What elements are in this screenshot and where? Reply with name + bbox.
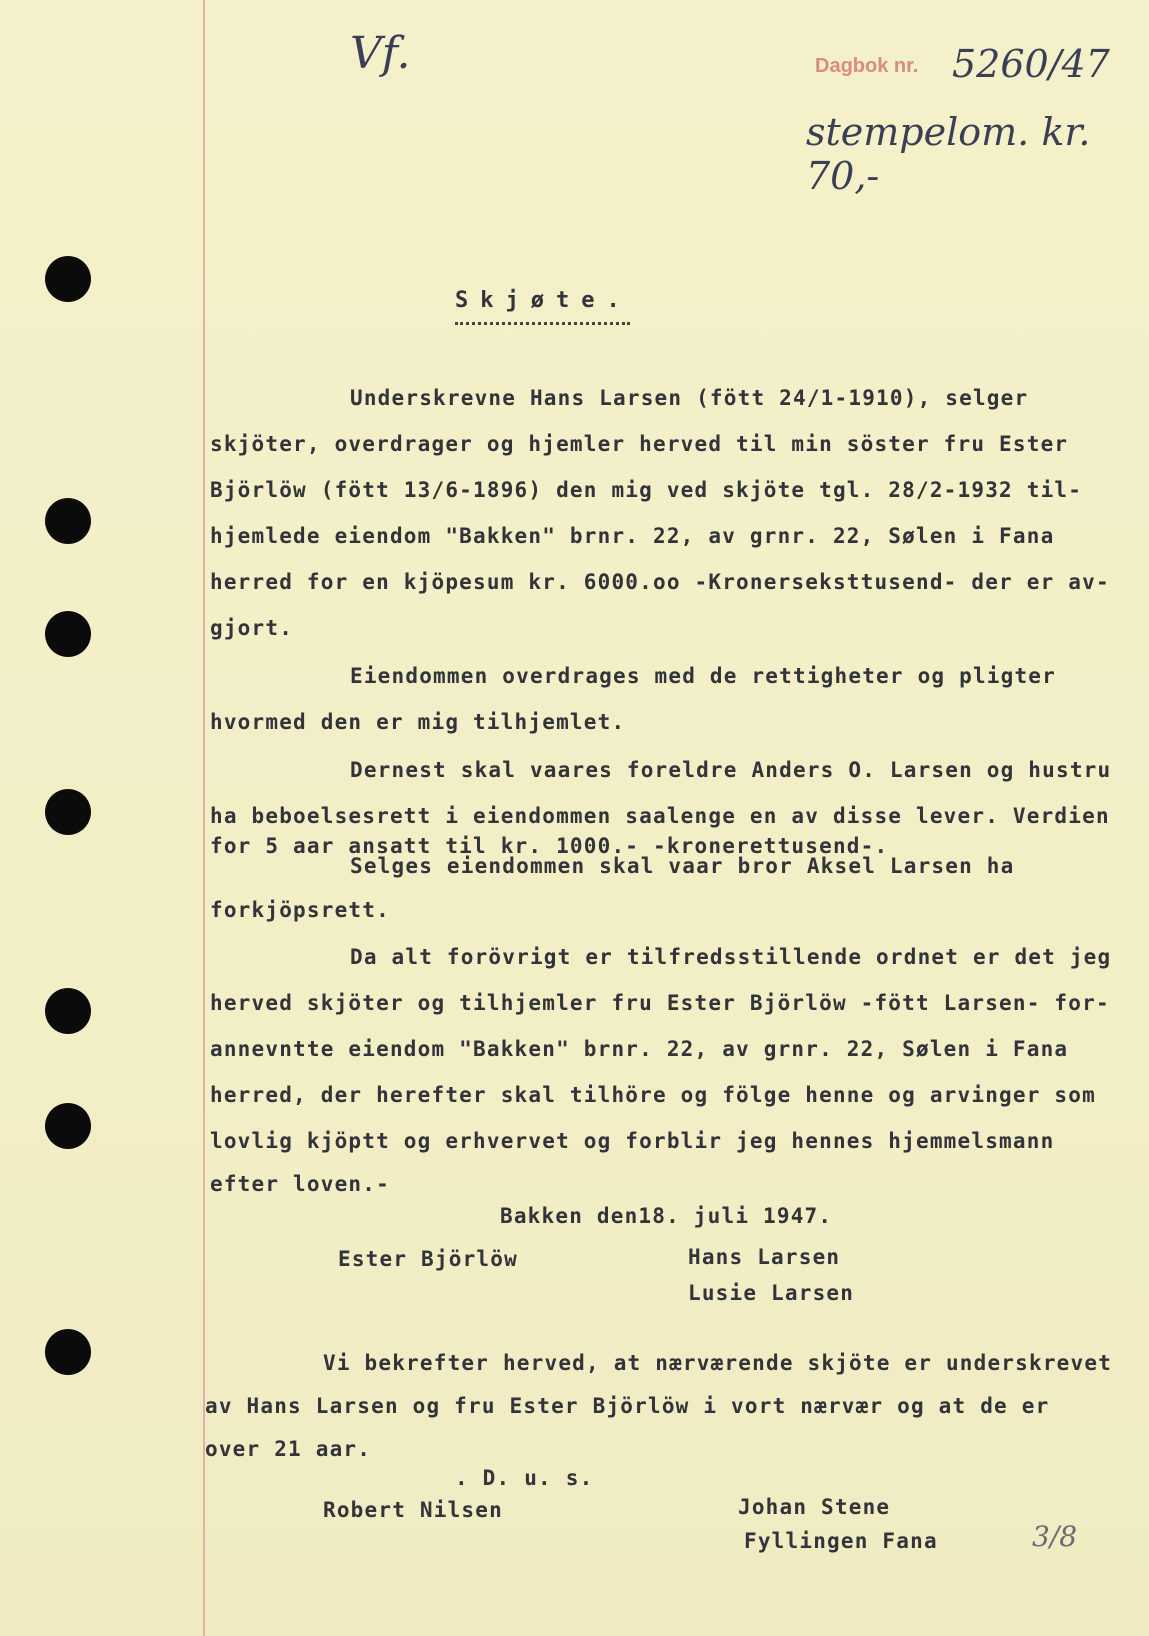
punch-hole [45, 498, 91, 544]
text-line: herred for en kjöpesum kr. 6000.oo -Kronerseksttusend- der er av- [210, 570, 1110, 594]
punch-hole [45, 988, 91, 1034]
text-line: Da alt forövrigt er tilfredsstillende ordnet er det jeg [350, 945, 1112, 969]
title-underline [455, 322, 630, 325]
witness-header: . D. u. s. [455, 1466, 594, 1490]
text-line: skjöter, overdrager og hjemler herved til min söster fru Ester [210, 432, 1069, 456]
text-line: for 5 aar ansatt til kr. 1000.- -kronerettusend-. [210, 834, 889, 858]
stamp-label: Dagbok nr. [815, 55, 919, 77]
text-line: over 21 aar. [205, 1437, 372, 1461]
signature-name: Hans Larsen [688, 1245, 841, 1269]
text-line: Dernest skal vaares foreldre Anders O. Larsen og hustru [350, 758, 1112, 782]
punch-hole [45, 1329, 91, 1375]
signature-name: Lusie Larsen [688, 1281, 855, 1305]
text-line: Björlöw (fött 13/6-1896) den mig ved skjöte tgl. 28/2-1932 til- [210, 478, 1083, 502]
signature-name: Ester Björlöw [338, 1247, 518, 1271]
handwritten-case-number: 5260/47 [952, 42, 1110, 86]
text-line: Vi bekrefter herved, at nærværende skjöte er underskrevet [323, 1351, 1113, 1375]
text-line: herved skjöter og tilhjemler fru Ester Björlöw -fött Larsen- for- [210, 991, 1110, 1015]
text-line: gjort. [210, 616, 294, 640]
text-line: efter loven.- [210, 1172, 390, 1196]
text-line: lovlig kjöptt og erhvervet og forblir jeg hennes hjemmelsmann [210, 1129, 1055, 1153]
witness-name: Johan Stene [738, 1495, 891, 1519]
text-line: annevntte eiendom "Bakken" brnr. 22, av grnr. 22, Sølen i Fana [210, 1037, 1069, 1061]
text-line: forkjöpsrett. [210, 898, 390, 922]
text-line: Selges eiendommen skal vaar bror Aksel Larsen ha [350, 854, 1015, 878]
text-line: Underskrevne Hans Larsen (fött 24/1-1910), selger [350, 386, 1029, 410]
punch-hole [45, 1103, 91, 1149]
document-title: Skjøte. [455, 288, 632, 313]
place-date: Bakken den18. juli 1947. [500, 1204, 833, 1228]
punch-hole [45, 256, 91, 302]
red-margin-line [203, 0, 205, 1636]
text-line: hjemlede eiendom "Bakken" brnr. 22, av grnr. 22, Sølen i Fana [210, 524, 1055, 548]
text-line: hvormed den er mig tilhjemlet. [210, 710, 626, 734]
handwritten-stamp-fee: stempelom. kr. 70,- [806, 110, 1091, 198]
text-line: ha beboelsesrett i eiendommen saalenge en av disse lever. Verdien [210, 804, 1110, 828]
punch-hole [45, 611, 91, 657]
handwritten-initials: Vf. [350, 28, 411, 79]
handwritten-mark: 3/8 [1032, 1520, 1078, 1553]
witness-address: Fyllingen Fana [744, 1529, 938, 1553]
text-line: Eiendommen overdrages med de rettigheter og pligter [350, 664, 1056, 688]
text-line: herred, der herefter skal tilhöre og fölge henne og arvinger som [210, 1083, 1096, 1107]
text-line: av Hans Larsen og fru Ester Björlöw i vort nærvær og at de er [205, 1394, 1050, 1418]
witness-name: Robert Nilsen [323, 1498, 503, 1522]
punch-hole [45, 789, 91, 835]
